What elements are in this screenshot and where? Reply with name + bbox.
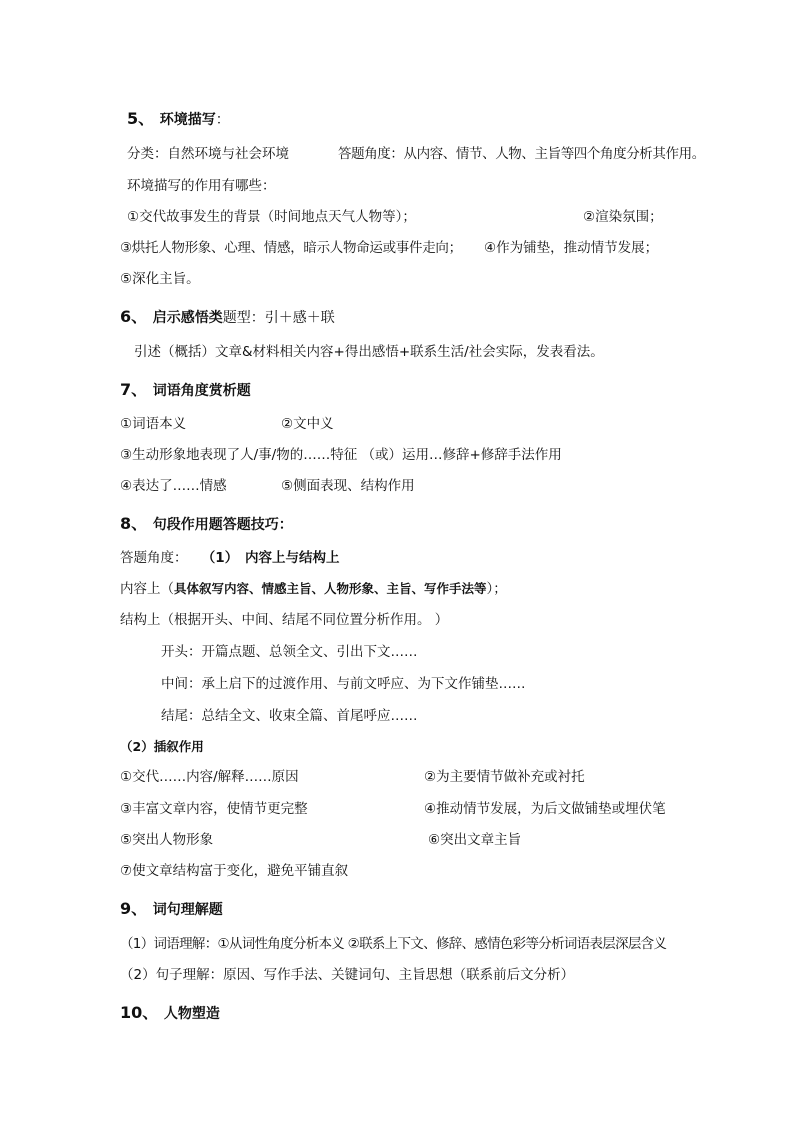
section-6-number: 6、 xyxy=(120,307,148,326)
s8-middle: 中间：承上启下的过渡作用、与前文呼应、为下文作铺垫…… xyxy=(161,676,526,692)
s8-insert-2: ②为主要情节做补充或衬托 xyxy=(424,769,585,785)
s7-item-3: ③生动形象地表现了人/事/物的……特征 （或）运用…修辞+修辞手法作用 xyxy=(120,447,562,463)
section-7-title: 词语角度赏析题 xyxy=(152,383,251,399)
section-8-title: 句段作用题答题技巧： xyxy=(152,517,293,533)
s5-item-2: ②渲染氛围； xyxy=(583,209,663,225)
s8-end: 结尾：总结全文、收束全篇、首尾呼应…… xyxy=(161,708,418,724)
s8-insert-7: ⑦使文章结构富于变化，避免平铺直叙 xyxy=(120,863,349,879)
s5-item-3: ③烘托人物形象、心理、情感，暗示人物命运或事件走向； xyxy=(120,240,462,256)
s8-angle xyxy=(120,549,339,567)
s7-item-2: ②文中义 xyxy=(281,416,334,432)
section-6-title: 启示感悟类 xyxy=(152,310,223,326)
section-5-number: 5、 xyxy=(127,109,155,128)
section-10-title: 人物塑造 xyxy=(163,1006,220,1022)
s8-angle-value: （1） 内容上与结构上 xyxy=(201,550,340,566)
s8-content-suffix: ）； xyxy=(486,581,507,597)
section-5-colon: ： xyxy=(215,112,230,128)
s7-item-4: ④表达了……情感 xyxy=(120,478,227,494)
s8-insert-label: （2）插叙作用 xyxy=(120,739,204,754)
s7-item-1: ①词语本义 xyxy=(120,416,187,432)
s8-start: 开头：开篇点题、总领全文、引出下文…… xyxy=(161,644,418,660)
section-9-heading xyxy=(120,898,223,921)
section-9-number: 9、 xyxy=(120,899,148,918)
s8-insert-1: ①交代……内容/解释……原因 xyxy=(120,769,299,785)
s5-classify: 分类：自然环境与社会环境 xyxy=(127,146,289,162)
section-6-heading xyxy=(120,306,335,329)
s7-item-5: ⑤侧面表现、结构作用 xyxy=(281,478,415,494)
s8-insert-6: ⑥突出文章主旨 xyxy=(428,832,522,848)
section-5-heading xyxy=(127,108,230,131)
s8-structure: 结构上（根据开头、中间、结尾不同位置分析作用。 ） xyxy=(120,612,449,628)
section-10-number: 10、 xyxy=(120,1003,159,1022)
section-10-heading xyxy=(120,1002,220,1025)
section-6-rest: 题型：引＋感＋联 xyxy=(222,310,335,326)
section-5-title: 环境描写 xyxy=(159,112,216,128)
section-8-number: 8、 xyxy=(120,514,148,533)
s8-insert-5: ⑤突出人物形象 xyxy=(120,832,214,848)
s5-item-1: ①交代故事发生的背景（时间地点天气人物等）； xyxy=(127,209,416,225)
section-8-heading xyxy=(120,513,293,536)
s8-content-prefix: 内容上（ xyxy=(120,581,174,597)
section-7-number: 7、 xyxy=(120,380,148,399)
s8-angle-label: 答题角度： xyxy=(120,550,188,566)
s9-line-2: （2）句子理解：原因、写作手法、关键词句、主旨思想（联系前后文分析） xyxy=(120,967,575,983)
s8-insert-4: ④推动情节发展，为后文做铺垫或埋伏笔 xyxy=(424,801,666,817)
s5-angle: 答题角度：从内容、情节、人物、主旨等四个角度分析其作用。 xyxy=(338,146,705,162)
s6-body: 引述（概括）文章&材料相关内容+得出感悟+联系生活/社会实际，发表看法。 xyxy=(134,344,604,360)
s5-item-4: ④作为铺垫，推动情节发展； xyxy=(484,240,659,256)
section-7-heading xyxy=(120,379,251,402)
s8-content-bold: 具体叙写内容、情感主旨、人物形象、主旨、写作手法等 xyxy=(174,581,487,596)
section-9-title: 词句理解题 xyxy=(152,902,223,918)
s5-subtitle: 环境描写的作用有哪些： xyxy=(127,178,276,194)
s8-content xyxy=(120,580,507,598)
s8-insert-3: ③丰富文章内容，使情节更完整 xyxy=(120,801,308,817)
s5-item-5: ⑤深化主旨。 xyxy=(120,271,200,287)
s9-line-1: （1）词语理解：①从词性角度分析本义 ②联系上下文、修辞、感情色彩等分析词语表层深层含义 xyxy=(120,936,667,952)
